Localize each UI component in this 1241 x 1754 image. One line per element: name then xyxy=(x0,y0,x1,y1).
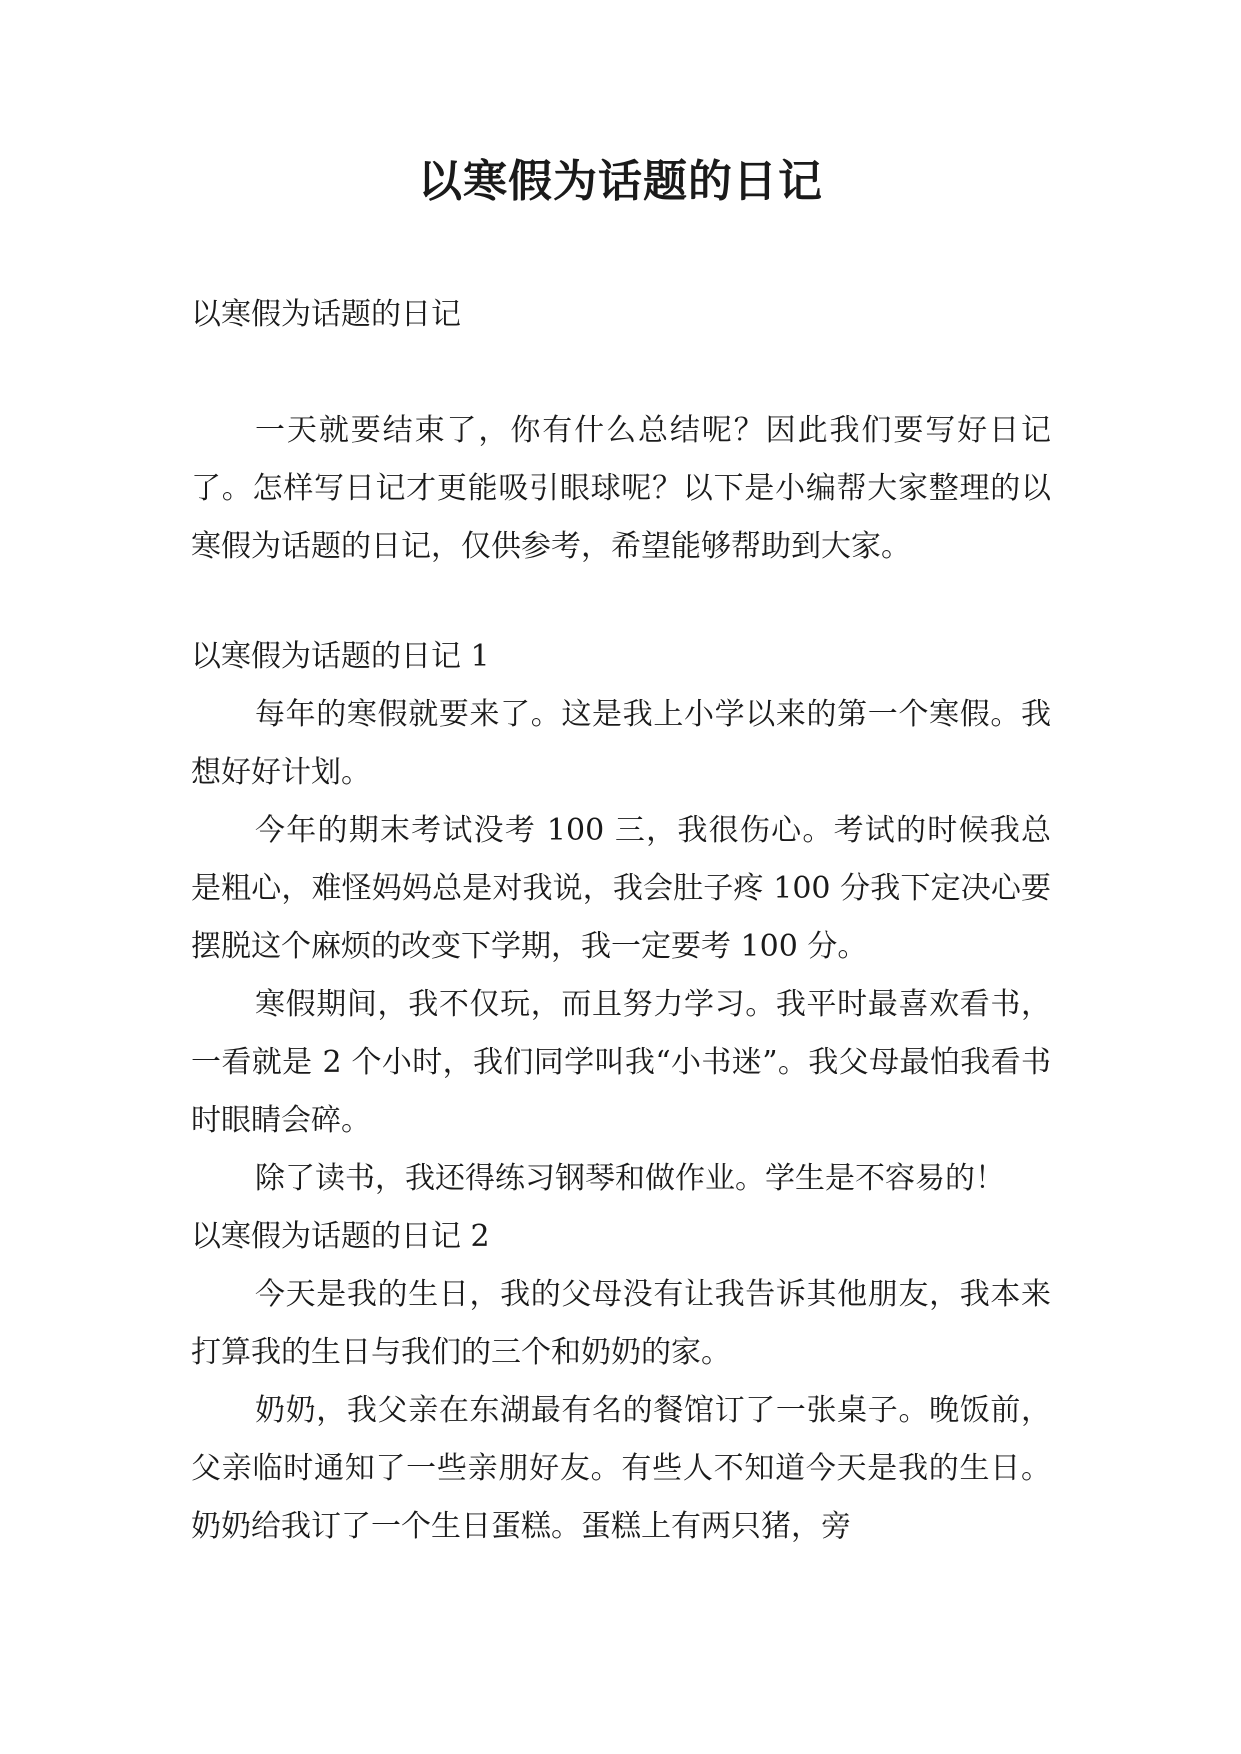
document-body xyxy=(191,286,1051,1556)
entry1-heading: 以寒假为话题的日记 1 xyxy=(191,639,490,674)
entry1-paragraph-3: 寒假期间，我不仅玩，而且努力学习。我平时最喜欢看书，一看就是 2 个小时，我们同学叫我“小书迷”。我父母最怕我看书时眼睛会碎。 xyxy=(191,987,1051,1138)
entry2-heading: 以寒假为话题的日记 2 xyxy=(191,1219,490,1254)
entry2-paragraph-1: 今天是我的生日，我的父母没有让我告诉其他朋友，我本来打算我的生日与我们的三个和奶奶的家。 xyxy=(191,1277,1051,1370)
entry1-paragraph-4: 除了读书，我还得练习钢琴和做作业。学生是不容易的！ xyxy=(255,1161,1005,1196)
intro-paragraph: 一天就要结束了，你有什么总结呢？因此我们要写好日记了。怎样写日记才更能吸引眼球呢？以下是小编帮大家整理的以寒假为话题的日记，仅供参考，希望能够帮助到大家。 xyxy=(191,413,1051,564)
entry1-paragraph-1: 每年的寒假就要来了。这是我上小学以来的第一个寒假。我想好好计划。 xyxy=(191,697,1051,790)
entry2-paragraph-2: 奶奶，我父亲在东湖最有名的餐馆订了一张桌子。晚饭前，父亲临时通知了一些亲朋好友。有些人不知道今天是我的生日。奶奶给我订了一个生日蛋糕。蛋糕上有两只猪，旁 xyxy=(191,1393,1051,1544)
entry1-paragraph-2: 今年的期末考试没考 100 三，我很伤心。考试的时候我总是粗心，难怪妈妈总是对我说，我会肚子疼 100 分我下定决心要摆脱这个麻烦的改变下学期，我一定要考 100 分。 xyxy=(191,813,1051,964)
subtitle: 以寒假为话题的日记 xyxy=(191,297,461,332)
page-title: 以寒假为话题的日记 xyxy=(418,156,823,207)
